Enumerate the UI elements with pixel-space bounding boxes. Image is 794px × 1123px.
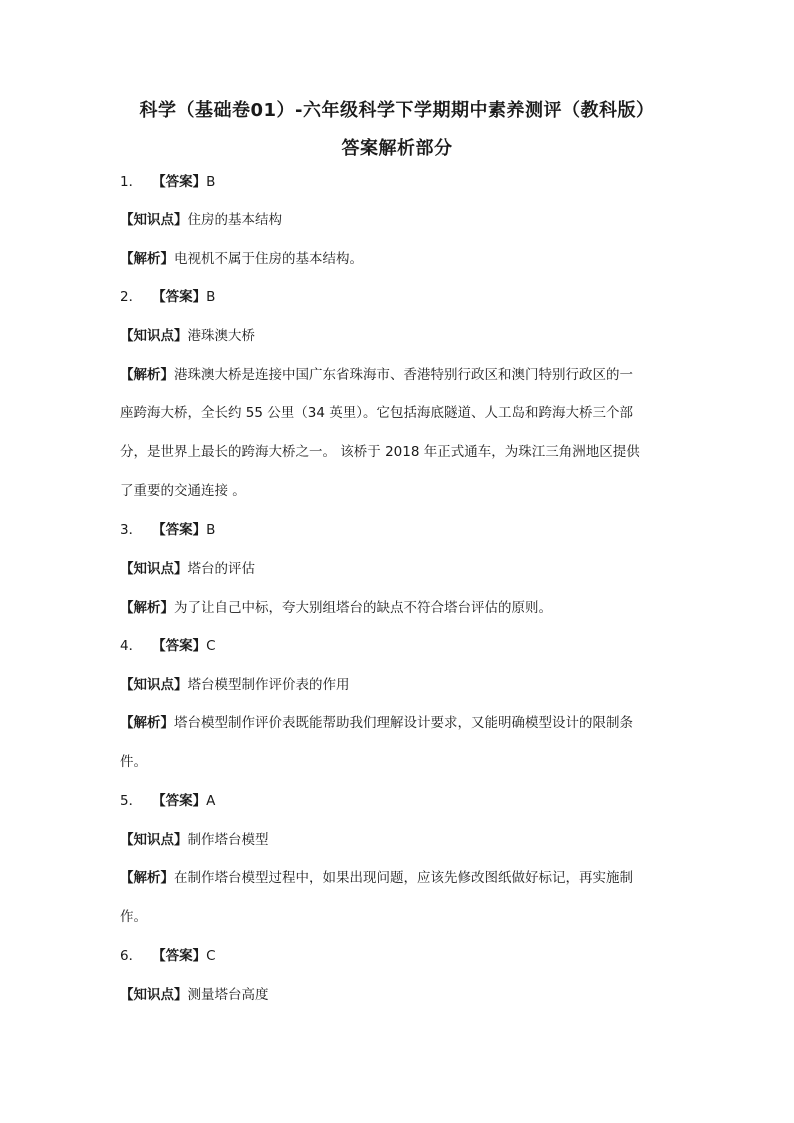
answer-line-6 xyxy=(120,947,660,965)
knowledge-line-1 xyxy=(120,211,660,229)
analysis-text: 塔台模型制作评价表既能帮助我们理解设计要求，又能明确模型设计的限制条 xyxy=(174,715,633,731)
analysis-continuation: 作。 xyxy=(120,909,147,925)
answer-label: 【答案】 xyxy=(152,289,207,305)
answer-label: 【答案】 xyxy=(152,948,207,964)
answer-label: 【答案】 xyxy=(152,793,207,809)
analysis-continuation: 分，是世界上最长的跨海大桥之一。 该桥于 2018 年正式通车，为珠江三角洲地区提供 xyxy=(120,444,640,460)
analysis-label: 【解析】 xyxy=(120,251,174,267)
analysis-line-1 xyxy=(120,250,660,268)
question-number: 3． xyxy=(120,522,143,538)
answer-line-5 xyxy=(120,792,660,810)
page-subtitle: 答案解析部分 xyxy=(341,138,453,159)
analysis-text: 港珠澳大桥是连接中国广东省珠海市、香港特别行政区和澳门特别行政区的一 xyxy=(174,367,633,383)
knowledge-line-5 xyxy=(120,831,660,849)
analysis-label: 【解析】 xyxy=(120,870,174,886)
analysis-line-2 xyxy=(120,366,660,384)
answer-line-1 xyxy=(120,173,660,191)
knowledge-label: 【知识点】 xyxy=(120,987,188,1003)
knowledge-value: 港珠澳大桥 xyxy=(187,328,255,344)
answer-line-3 xyxy=(120,521,660,539)
knowledge-value: 塔台模型制作评价表的作用 xyxy=(187,677,350,693)
knowledge-value: 住房的基本结构 xyxy=(187,212,282,228)
knowledge-label: 【知识点】 xyxy=(120,561,188,577)
question-number: 5． xyxy=(120,793,143,809)
analysis-label: 【解析】 xyxy=(120,715,174,731)
answer-value: A xyxy=(206,793,216,809)
answer-label: 【答案】 xyxy=(152,174,207,190)
knowledge-line-4 xyxy=(120,676,660,694)
knowledge-value: 制作塔台模型 xyxy=(187,832,269,848)
page-title: 科学（基础卷01）-六年级科学下学期期中素养测评（教科版） xyxy=(139,100,655,121)
answer-value: B xyxy=(206,174,216,190)
knowledge-line-2 xyxy=(120,327,660,345)
analysis-line-3 xyxy=(120,599,660,617)
answer-value: B xyxy=(206,522,216,538)
answer-value: B xyxy=(206,289,216,305)
analysis-continuation: 座跨海大桥，全长约 55 公里（34 英里）。它包括海底隧道、人工岛和跨海大桥三个部 xyxy=(120,405,633,421)
knowledge-line-6 xyxy=(120,986,660,1004)
answer-line-2 xyxy=(120,288,660,306)
answer-line-4 xyxy=(120,637,660,655)
knowledge-line-3 xyxy=(120,560,660,578)
analysis-text: 在制作塔台模型过程中，如果出现问题，应该先修改图纸做好标记，再实施制 xyxy=(174,870,633,886)
answer-label: 【答案】 xyxy=(152,522,207,538)
question-number: 6． xyxy=(120,948,143,964)
analysis-text: 为了让自己中标，夸大别组塔台的缺点不符合塔台评估的原则。 xyxy=(174,600,552,616)
knowledge-label: 【知识点】 xyxy=(120,328,188,344)
analysis-continuation: 件。 xyxy=(120,754,147,770)
analysis-line-5 xyxy=(120,869,660,887)
analysis-continuation: 了重要的交通连接 。 xyxy=(120,483,246,499)
analysis-line-4 xyxy=(120,714,660,732)
answer-value: C xyxy=(206,638,216,654)
knowledge-label: 【知识点】 xyxy=(120,832,188,848)
question-number: 1． xyxy=(120,174,143,190)
knowledge-label: 【知识点】 xyxy=(120,677,188,693)
knowledge-value: 测量塔台高度 xyxy=(187,987,269,1003)
knowledge-value: 塔台的评估 xyxy=(187,561,255,577)
analysis-text: 电视机不属于住房的基本结构。 xyxy=(174,251,363,267)
answer-label: 【答案】 xyxy=(152,638,207,654)
analysis-label: 【解析】 xyxy=(120,600,174,616)
knowledge-label: 【知识点】 xyxy=(120,212,188,228)
analysis-label: 【解析】 xyxy=(120,367,174,383)
question-number: 4． xyxy=(120,638,143,654)
question-number: 2． xyxy=(120,289,143,305)
answer-value: C xyxy=(206,948,216,964)
